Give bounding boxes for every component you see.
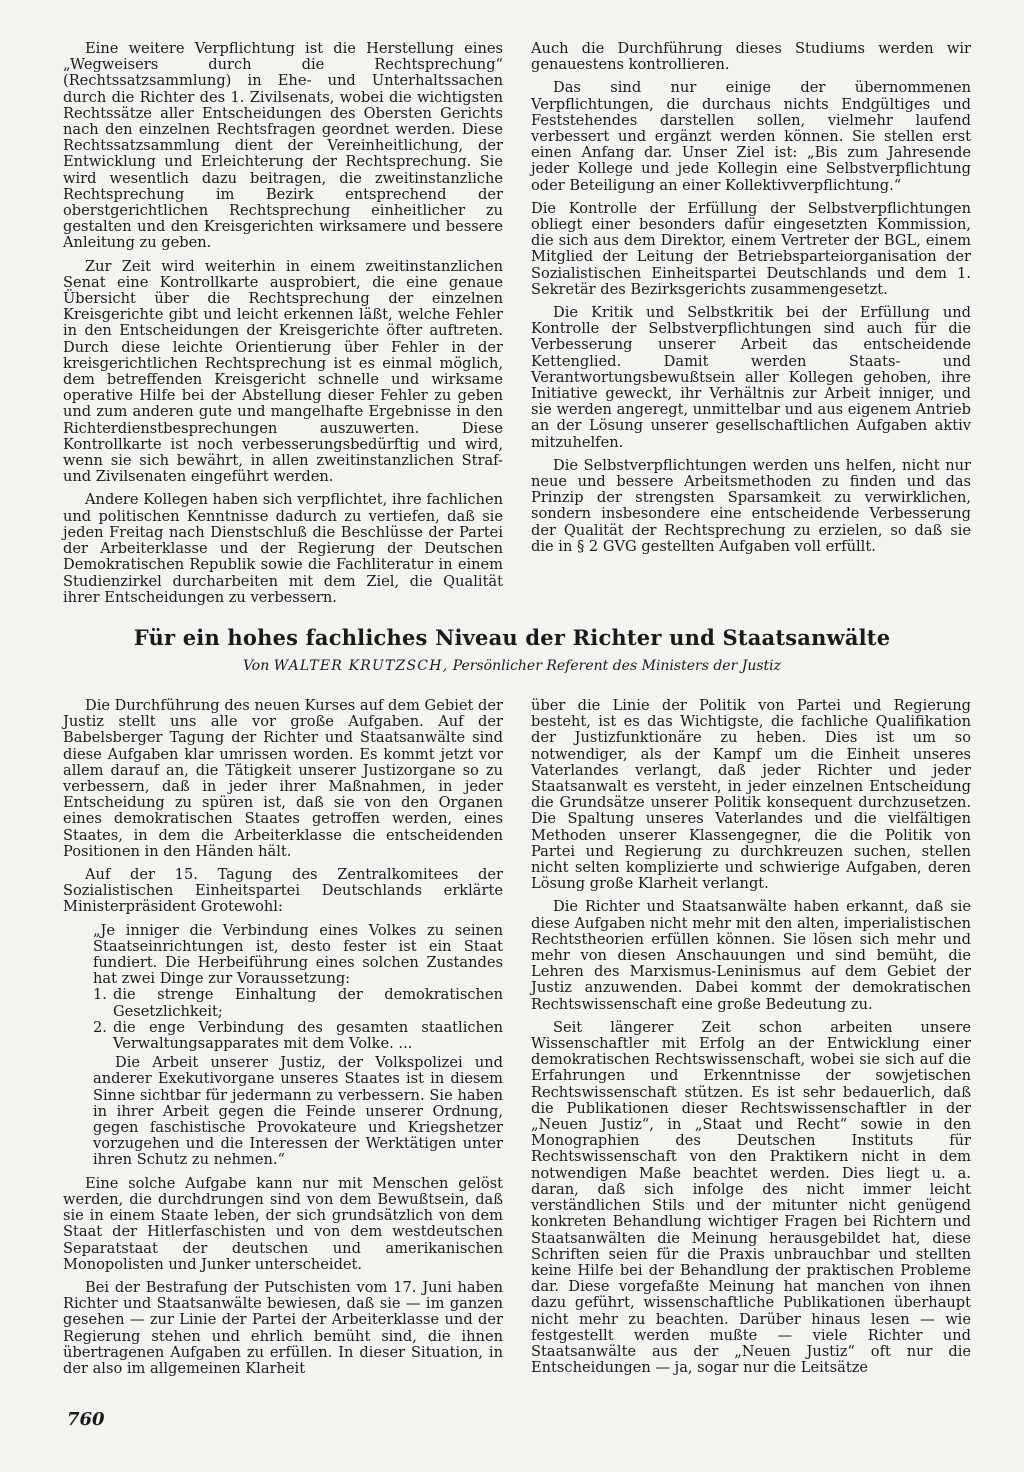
- paragraph: Auf der 15. Tagung des Zentralkomitees der Sozialistischen Einheitspartei Deutschlands erklärte Ministerpräsident Grotewohl:: [63, 866, 503, 916]
- article-byline: [0, 658, 1024, 674]
- bottom-right-column: [531, 698, 971, 1383]
- page-number: 760: [67, 1409, 105, 1430]
- paragraph: Andere Kollegen haben sich verpflichtet, ihre fachlichen und politischen Kenntnisse dadurch zu vertiefen, daß sie jeden Freitag nach Dienstschluß die Beschlüsse der Partei der Arbeiterklasse und der Regierung der Deutschen Demokratischen Republik sowie die Fachliteratur in einem Studienzirkel durcharbeiten mit dem Ziel, die Qualität ihrer Entscheidungen zu verbessern.: [63, 491, 503, 606]
- paragraph: Bei der Bestrafung der Putschisten vom 17. Juni haben Richter und Staatsanwälte bewiesen, daß sie — im ganzen gesehen — zur Linie der Partei der Arbeiterklasse und der Regierung stehen und ehrlich bemüht sind, die ihnen übertragenen Aufgaben zu erfüllen. In dieser Situation, in der also im allgemeinen Klarheit: [63, 1278, 503, 1377]
- list-item: [93, 987, 503, 1019]
- paragraph: Eine solche Aufgabe kann nur mit Menschen gelöst werden, die durchdrungen sind von dem Bewußtsein, daß sie in einem Staate leben, der sich grundsätzlich von dem Staat der Hitlerfaschisten und von dem westdeutschen Separatstaat der deutschen und amerikanischen Monopolisten und Junker unterscheidet.: [63, 1174, 503, 1273]
- paragraph: über die Linie der Politik von Partei und Regierung besteht, ist es das Wichtigste, die fachliche Qualifikation der Justizfunktionäre zu heben. Dies ist um so notwendiger, als der Kampf um die Einheit unseres Vaterlandes verlangt, daß jeder Richter und jeder Staatsanwalt es versteht, in jeder einzelnen Entscheidung die Grundsätze unserer Politik konsequent durchzusetzen. Die Spaltung unseres Vaterlandes und die vielfältigen Methoden unserer Klassengegner, die die Politik von Partei und Regierung zu durchkreuzen suchen, stellen nicht selten komplizierte und schwierige Aufgaben, deren Lösung große Klarheit verlangt.: [531, 697, 971, 893]
- top-right-column: [531, 41, 971, 562]
- paragraph: Die Durchführung des neuen Kurses auf dem Gebiet der Justiz stellt uns alle vor große Aufgaben. Auf der Babelsberger Tagung der Richter und Staatsanwälte sind diese Aufgaben klar umrissen worden. Es kommt jetzt vor allem darauf an, die Tätigkeit unserer Justizorgane so zu verbessern, daß in jeder ihrer Maßnahmen, in jeder Entscheidung zu spüren ist, daß sie von den Organen eines demokratischen Staates getroffen werden, eines Staates, in dem die Arbeiterklasse die entscheidenden Positionen in den Händen hält.: [63, 697, 503, 860]
- block-quote: [93, 923, 503, 1169]
- paragraph: Die Richter und Staatsanwälte haben erkannt, daß sie diese Aufgaben nicht mehr mit den alten, imperialistischen Rechtstheorien erfüllen können. Sie lösen sich mehr und mehr von diesen Anschauungen und sind bemüht, die Lehren des Marxismus-Leninismus auf dem Gebiet der Justiz anzuwenden. Dabei kommt der demokratischen Rechtswissenschaft eine große Bedeutung zu.: [531, 898, 971, 1013]
- paragraph: Das sind nur einige der übernommenen Verpflichtungen, die durchaus nichts Endgültiges und Feststehendes darstellen sollen, vielmehr laufend verbessert und ergänzt werden können. Sie stellen erst einen Anfang dar. Unser Ziel ist: „Bis zum Jahresende jeder Kollege und jede Kollegin eine Selbstverpflichtung oder Beteiligung an einer Kollektivverpflichtung.“: [531, 79, 971, 194]
- paragraph: Zur Zeit wird weiterhin in einem zweitinstanzlichen Senat eine Kontrollkarte ausprobiert, die eine genaue Übersicht über die Rechtsprechung der einzelnen Kreisgerichte gibt und leicht erkennen läßt, welche Fehler in den Entscheidungen der Kreisgerichte öfter auftreten. Durch diese leichte Orientierung über Fehler in der kreisgerichtlichen Rechtsprechung ist es einmal möglich, dem betreffenden Kreisgericht schnelle und wirksame operative Hilfe bei der Abstellung dieser Fehler zu geben und zum anderen gute und mangelhafte Ergebnisse in den Richterdienstbesprechungen auszuwerten. Diese Kontrollkarte ist noch verbesserungsbedürftig und wird, wenn sie sich bewährt, in allen zweitinstanzlichen Straf- und Zivilsenaten eingeführt werden.: [63, 257, 503, 486]
- quote-body: Die Arbeit unserer Justiz, der Volkspolizei und anderer Exekutivorgane unseres Staates ist in diesem Sinne sichtbar für jedermann zu verbessern. Sie haben in ihrer Arbeit gegen die Feinde unserer Ordnung, gegen faschistische Provokateure und Kriegshetzer vorzugehen und die Interessen der Werktätigen unter ihren Schutz zu nehmen.“: [93, 1054, 503, 1169]
- list-number: 2.: [93, 1018, 107, 1036]
- top-left-column: [63, 41, 503, 613]
- byline-prefix: Von: [242, 658, 270, 674]
- author-name: WALTER KRUTZSCH,: [273, 658, 449, 674]
- list-number: 1.: [93, 986, 107, 1004]
- paragraph: Seit längerer Zeit schon arbeiten unsere Wissenschaftler mit Erfolg an der Entwicklung einer demokratischen Rechtswissenschaft, wobei sie sich auf die Erfahrungen und Erkenntnisse der sowjetischen Rechtswissenschaft stützen. Es ist sehr bedauerlich, daß die Publikationen dieser Rechtswissenschaftler in der „Neuen Justiz“, in „Staat und Recht“ sowie in den Monographien des Deutschen Instituts für Rechtswissenschaft von den Praktikern nicht in dem notwendigen Maße beachtet werden. Dies liegt u. a. daran, daß sich infolge des nicht immer leicht verständlichen Stils und der mitunter nicht genügend konkreten Behandlung wichtiger Fragen bei Richtern und Staatsanwälten die Meinung herausgebildet hat, diese Schriften seien für die Praxis unbrauchbar und stellten keine Hilfe bei der Behandlung der praktischen Probleme dar. Diese vorgefaßte Meinung hat manchen von ihnen dazu geführt, wissenschaftliche Publikationen überhaupt nicht mehr zu beachten. Darüber hinaus lesen — wie festgestellt werden mußte — viele Richter und Staatsanwälte aus der „Neuen Justiz“ oft nur die Entscheidungen — ja, sogar nur die Leitsätze: [531, 1018, 971, 1377]
- article-title: Für ein hohes fachliches Niveau der Richter und Staatsanwälte: [133, 625, 891, 650]
- paragraph: Die Kritik und Selbstkritik bei der Erfüllung und Kontrolle der Selbstverpflichtungen sind auch für die Verbesserung unserer Arbeit das entscheidende Kettenglied. Damit werden Staats- und Verantwortungsbewußtsein aller Kollegen gehoben, ihre Initiative geweckt, ihr Verhältnis zur Arbeit inniger, und sie werden angeregt, unmittelbar und aus eigenem Antrieb an der Lösung unserer gesellschaftlichen Aufgaben aktiv mitzuhelfen.: [531, 304, 971, 451]
- paragraph: Die Selbstverpflichtungen werden uns helfen, nicht nur neue und bessere Arbeitsmethoden zu finden und das Prinzip der strengsten Sparsamkeit zu verwirklichen, sondern insbesondere eine entscheidende Verbesserung der Qualität der Rechtsprechung zu erzielen, so daß sie die in § 2 GVG gestellten Aufgaben voll erfüllt.: [531, 456, 971, 555]
- list-text: die strenge Einhaltung der demokratischen Gesetzlichkeit;: [113, 986, 503, 1020]
- paragraph: Eine weitere Verpflichtung ist die Herstellung eines „Wegweisers durch die Rechtsprechung“ (Rechtssatzsammlung) in Ehe- und Unterhaltssachen durch die Richter des 1. Zivilsenats, wobei die wichtigsten Rechtssätze aller Entscheidungen des Obersten Gerichts nach den einzelnen Rechtsfragen geordnet werden. Diese Rechtssatzsammlung dient der Vereinheitlichung, der Entwicklung und Erleichterung der Rechtsprechung. Sie wird wesentlich dazu beitragen, die zweitinstanzliche Rechtsprechung im Bezirk entsprechend der oberstgerichtlichen Rechtsprechung einheitlicher zu gestalten und den Kreisgerichten wirksamere und bessere Anleitung zu geben.: [63, 40, 503, 252]
- paragraph: Die Kontrolle der Erfüllung der Selbstverpflichtungen obliegt einer besonders dafür eingesetzten Kommission, die sich aus dem Direktor, einem Vertreter der BGL, einem Mitglied der Leitung der Betriebsparteiorganisation der Sozialistischen Einheitspartei Deutschlands und dem 1. Sekretär des Bezirksgerichts zusammengesetzt.: [531, 199, 971, 298]
- author-role: Persönlicher Referent des Ministers der Justiz: [452, 658, 782, 674]
- list-text: die enge Verbindung des gesamten staatlichen Verwaltungsapparates mit dem Volke. ...: [113, 1018, 503, 1053]
- bottom-left-column: [63, 698, 503, 1384]
- paragraph: Auch die Durchführung dieses Studiums werden wir genauestens kontrollieren.: [531, 40, 971, 74]
- quote-intro: „Je inniger die Verbindung eines Volkes zu seinen Staatseinrichtungen ist, desto fester ist ein Staat fundiert. Die Herbeiführung eines solchen Zustandes hat zwei Dinge zur Voraussetzung:: [93, 921, 503, 988]
- list-item: [93, 1020, 503, 1052]
